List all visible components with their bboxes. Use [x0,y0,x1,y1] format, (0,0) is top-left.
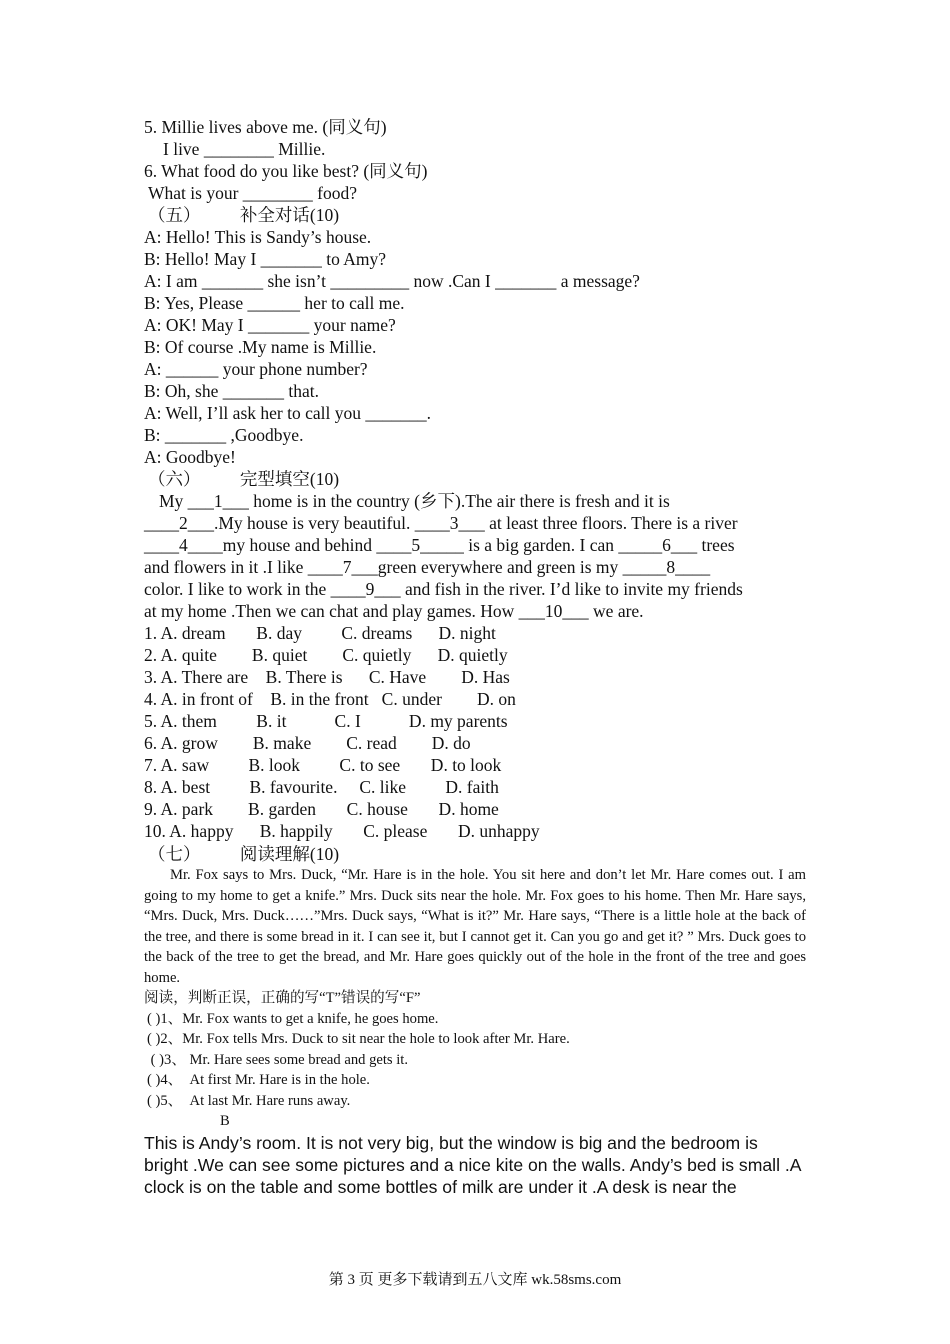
option-row: 8. A. best B. favourite. C. like D. faith [144,777,499,797]
cloze-line: and flowers in it .I like ____7___green everywhere and green is my _____8____ [144,557,711,577]
dialogue-line: B: Oh, she _______ that. [144,381,319,401]
option-row: 4. A. in front of B. in the front C. under D. on [144,689,516,709]
dialogue-line: B: Of course .My name is Millie. [144,337,377,357]
option-row: 9. A. park B. garden C. house D. home [144,799,499,819]
tf-item: ( )3、 Mr. Hare sees some bread and gets it. [147,1051,408,1068]
cloze-options [144,622,806,842]
passage-b-label: B [220,1113,230,1129]
reading-passage-a: Mr. Fox says to Mrs. Duck, “Mr. Hare is in the hole. You sit here and don’t let Mr. Hare comes out. I am going to my home to get a knife.” Mrs. Duck sits near the hole. Mr. Fox goes to his home. Then Mr. Hare says, “Mrs. Duck, Mrs. Duck……”Mrs. Duck says, “What is it?” Mr. Hare says, “There is a little hole at the back of the tree, and there is some bread in it. I can see it, but I cannot get it. Can you go and get it? ” Mrs. Duck goes to the back of the tree to get the bread, and Mr. Hare goes quickly out of the hole in the front of the tree and goes home. [144,867,806,986]
option-row: 10. A. happy B. happily C. please D. unhappy [144,821,540,841]
option-row: 1. A. dream B. day C. dreams D. night [144,623,496,643]
cloze-line: ____2___.My house is very beautiful. ____3___ at least three floors. There is a river [144,513,738,533]
q6-text: 6. What food do you like best? (同义句) [144,161,428,181]
option-row: 3. A. There are B. There is C. Have D. Has [144,667,510,687]
dialogue-line: A: Goodbye! [144,447,236,467]
option-row: 2. A. quite B. quiet C. quietly D. quietly [144,645,508,665]
cloze-line: at my home .Then we can chat and play games. How ___10___ we are. [144,601,644,621]
document-page [144,116,806,1198]
option-row: 7. A. saw B. look C. to see D. to look [144,755,502,775]
dialogue-line: A: I am _______ she isn’t _________ now .Can I _______ a message? [144,271,640,291]
dialogue-line: B: Yes, Please ______ her to call me. [144,293,405,313]
cloze-line: My ___1___ home is in the country (乡下).The air there is fresh and it is [159,491,670,511]
section-6-heading: （六） 完型填空(10) [148,469,340,489]
tf-item: ( )2、Mr. Fox tells Mrs. Duck to sit near the hole to look after Mr. Hare. [147,1031,570,1047]
dialogue [144,226,806,468]
dialogue-line: B: Hello! May I _______ to Amy? [144,249,387,269]
tf-item: ( )5、 At last Mr. Hare runs away. [147,1092,351,1109]
dialogue-line: A: OK! May I _______ your name? [144,315,396,335]
reading-passage-b: This is Andy’s room. It is not very big, but the window is big and the bedroom is bright .We can see some pictures and a nice kite on the walls. Andy’s bed is small .A clock is on the table and some bottles of milk are under it .A desk is near the [144,1132,801,1197]
cloze-passage [144,490,806,622]
dialogue-line: A: Well, I’ll ask her to call you _______. [144,403,431,423]
option-row: 5. A. them B. it C. I D. my parents [144,711,508,731]
section-7-heading: （七） 阅读理解(10) [148,844,340,864]
q6-answer-line: What is your ________ food? [148,183,357,203]
section-5-heading: （五） 补全对话(10) [148,205,340,225]
dialogue-line: B: _______ ,Goodbye. [144,425,304,445]
tf-item: ( )1、Mr. Fox wants to get a knife, he goes home. [147,1010,439,1027]
cloze-line: ____4____my house and behind ____5_____ is a big garden. I can _____6___ trees [144,535,735,555]
page-footer: 第 3 页 更多下载请到五八文库 wk.58sms.com [328,1272,622,1288]
q5-answer-line: I live ________ Millie. [163,139,326,159]
option-row: 6. A. grow B. make C. read D. do [144,733,471,753]
q5-text: 5. Millie lives above me. (同义句) [144,117,387,137]
tf-item: ( )4、 At first Mr. Hare is in the hole. [147,1072,370,1088]
dialogue-line: A: Hello! This is Sandy’s house. [144,227,372,247]
tf-items [144,1009,806,1112]
dialogue-line: A: ______ your phone number? [144,359,368,379]
tf-instruction: 阅读，判断正误，正确的写“T”错误的写“F” [144,990,421,1006]
cloze-line: color. I like to work in the ____9___ and fish in the river. I’d like to invite my friends [144,579,743,599]
